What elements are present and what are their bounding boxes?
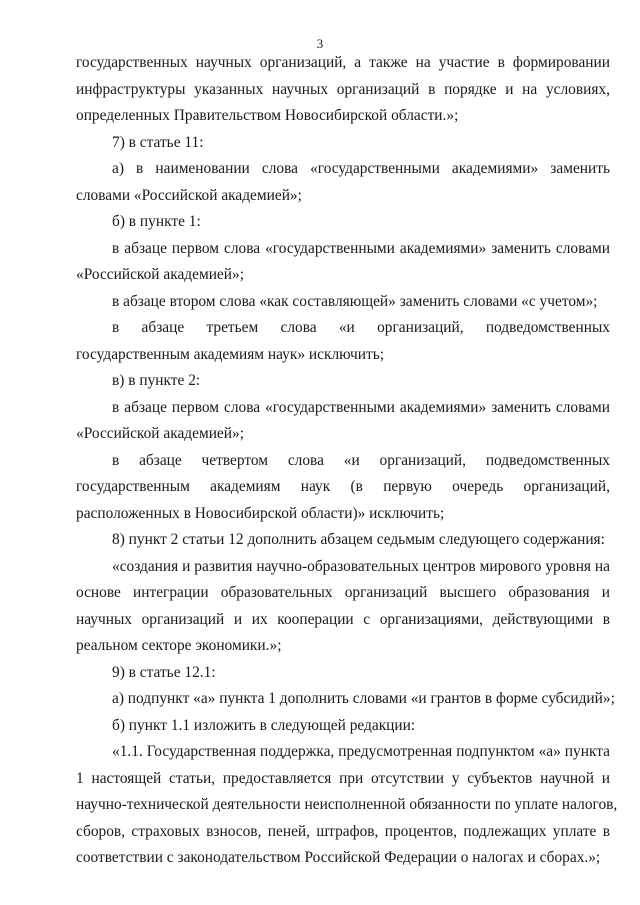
- text-line: б) в пункте 1:: [112, 213, 201, 230]
- text-line: «1.1. Государственная поддержка, предусмотренная подпунктом «а» пункта: [112, 743, 610, 760]
- text-line: государственным академиям наук (в первую очередь организаций,: [76, 478, 610, 495]
- text-line: а) подпункт «а» пункта 1 дополнить словами «и грантов в форме субсидий»;: [112, 690, 615, 707]
- text-line: основе интеграции образовательных организаций высшего образования и: [76, 584, 610, 601]
- text-line: в абзаце третьем слова «и организаций, подведомственных: [112, 319, 610, 336]
- text-line: в абзаце первом слова «государственными академиями» заменить словами: [112, 398, 610, 416]
- text-line: «Российской академией»;: [76, 266, 244, 283]
- text-line: «создания и развития научно-образовательных центров мирового уровня на: [112, 557, 610, 575]
- text-line: государственным академиям наук» исключить;: [76, 345, 385, 363]
- text-line: в абзаце первом слова «государственными академиями» заменить словами: [112, 239, 610, 257]
- text-line: б) пункт 1.1 изложить в следующей редакции:: [112, 716, 416, 734]
- text-line: расположенных в Новосибирской области)» исключить;: [76, 504, 445, 522]
- text-line: 1 настоящей статьи, предоставляется при отсутствии у субъектов научной и: [76, 769, 610, 787]
- text-line: «Российской академией»;: [76, 425, 244, 442]
- text-line: определенных Правительством Новосибирской области.»;: [76, 107, 459, 124]
- text-line: научных организаций и их кооперации с организациями, действующими в: [76, 610, 610, 628]
- text-line: реальном секторе экономики.»;: [76, 637, 282, 654]
- text-line: государственных научных организаций, а также на участие в формировании: [76, 54, 610, 71]
- text-line: в) в пункте 2:: [112, 372, 201, 389]
- text-line: в абзаце втором слова «как составляющей» заменить словами «с учетом»;: [112, 292, 598, 310]
- text-line: научно-технической деятельности неисполненной обязанности по уплате налогов,: [76, 796, 618, 813]
- text-line: инфраструктуры указанных научных организаций в порядке и на условиях,: [76, 80, 610, 98]
- text-line: сборов, страховых взносов, пеней, штрафов, процентов, подлежащих уплате в: [76, 822, 610, 840]
- page-number: 3: [316, 36, 324, 51]
- text-line: 9) в статье 12.1:: [112, 663, 216, 681]
- text-line: 7) в статье 11:: [112, 133, 204, 151]
- text-line: соответствии с законодательством Российской Федерации о налогах и сборах.»;: [76, 849, 601, 866]
- text-line: 8) пункт 2 статьи 12 дополнить абзацем седьмым следующего содержания:: [112, 531, 605, 548]
- text-line: в абзаце четвертом слова «и организаций, подведомственных: [112, 451, 610, 469]
- text-line: словами «Российской академией»;: [76, 186, 302, 204]
- text-line: а) в наименовании слова «государственными академиями» заменить: [112, 160, 610, 177]
- document-body: [76, 50, 618, 872]
